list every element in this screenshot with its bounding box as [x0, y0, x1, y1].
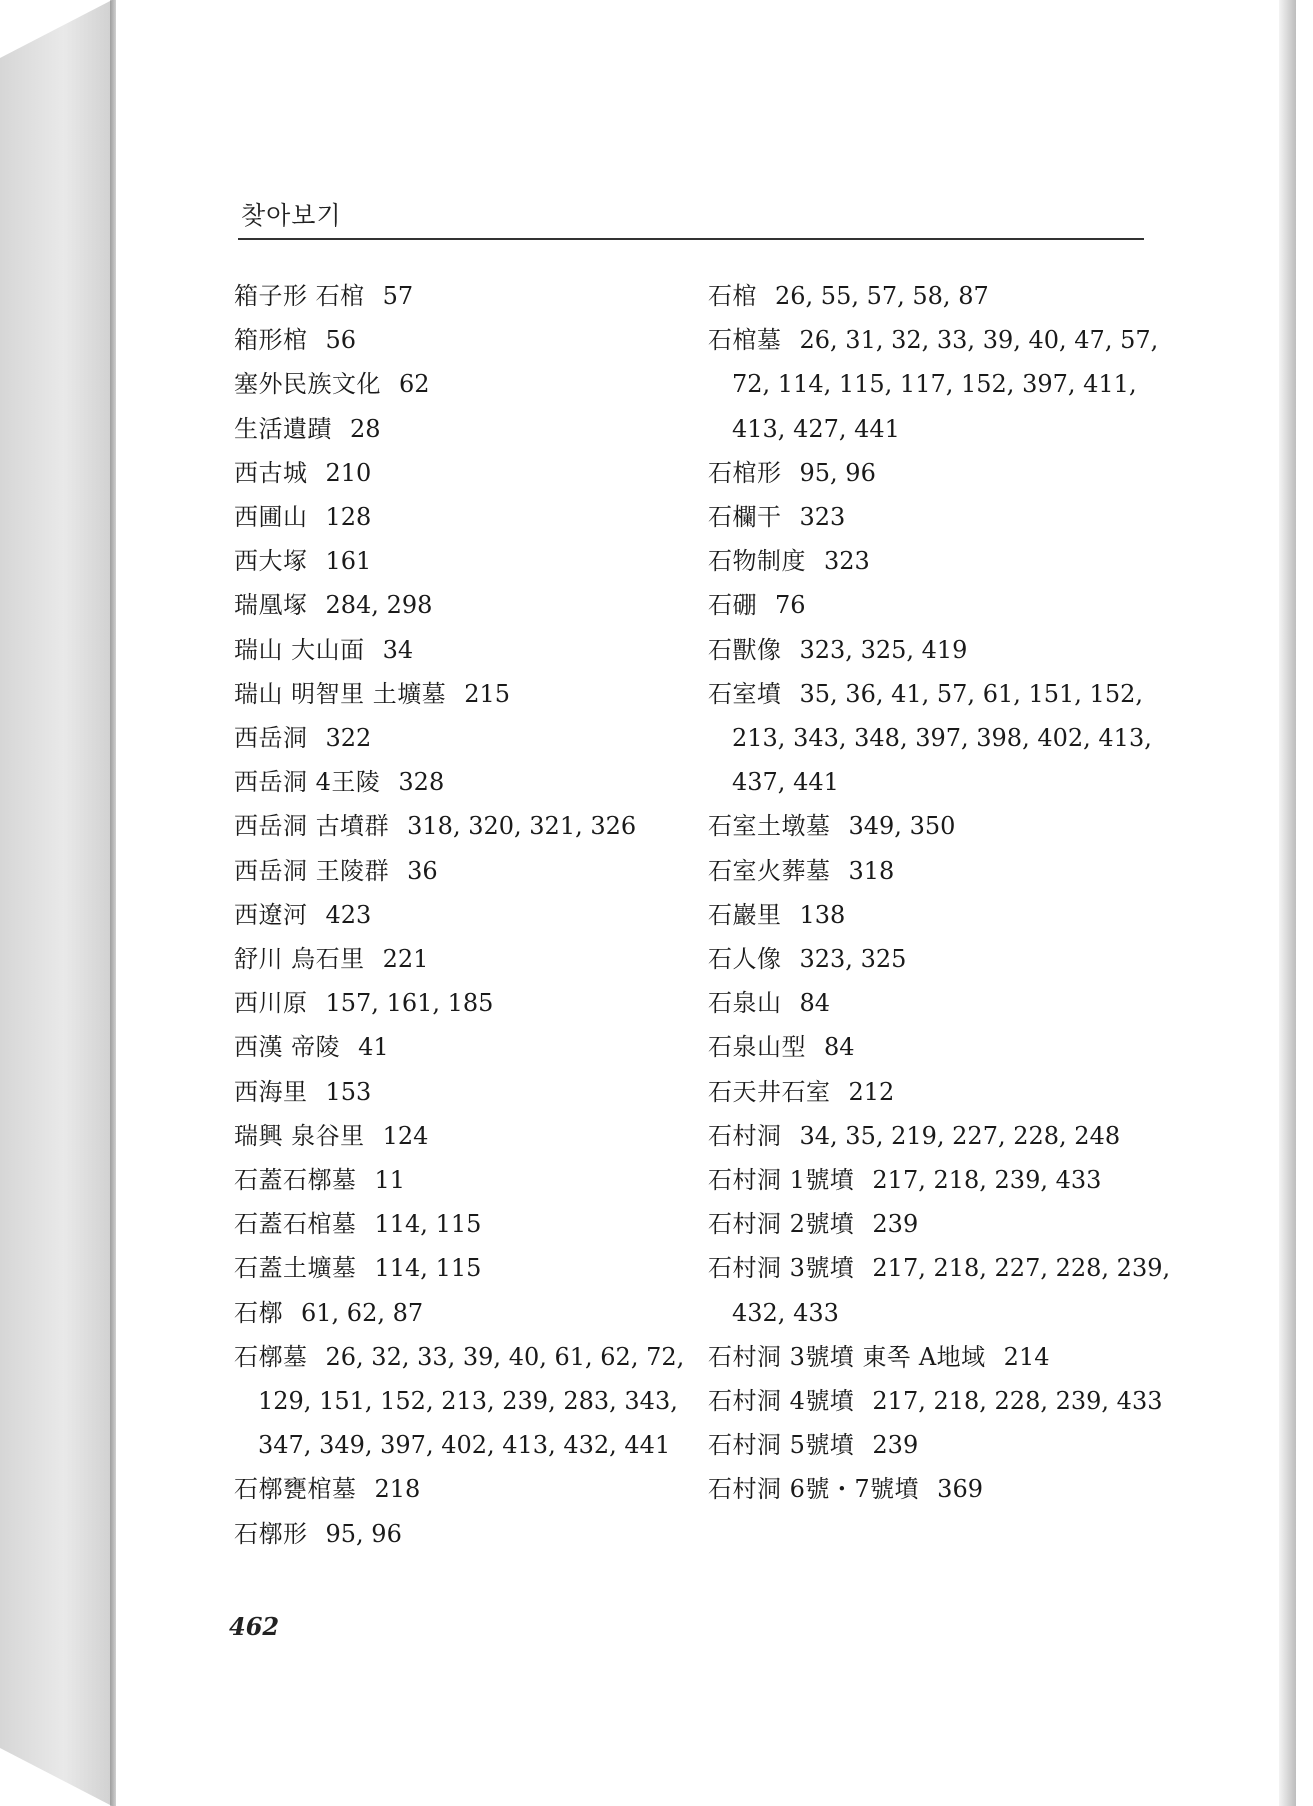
index-entry	[708, 1025, 1178, 1069]
index-page-refs: 284, 298	[325, 591, 433, 620]
index-entry	[234, 1158, 704, 1202]
index-entry	[234, 1291, 704, 1335]
index-entry	[708, 804, 1178, 848]
index-term: 石蓋石槨墓	[234, 1166, 357, 1195]
index-page-refs: 215	[464, 679, 511, 708]
index-page-refs: 369	[937, 1475, 983, 1504]
index-term: 西岳洞 古墳群	[234, 812, 390, 841]
index-entry	[234, 1246, 704, 1290]
index-entry	[708, 981, 1178, 1025]
index-entry	[234, 1512, 704, 1556]
index-page-refs: 76	[775, 591, 806, 620]
index-term: 舒川 烏石里	[234, 945, 365, 974]
index-term: 石泉山	[708, 989, 782, 1018]
index-page-refs: 41	[358, 1033, 389, 1062]
index-term: 瑞凰塚	[234, 591, 308, 620]
index-page-refs: 210	[325, 458, 372, 487]
index-entry	[234, 583, 704, 627]
index-page-refs: 153	[325, 1077, 372, 1106]
index-entry	[708, 1158, 1178, 1202]
index-page-refs: 349, 350	[848, 812, 956, 841]
index-entry	[708, 274, 1178, 318]
index-page-refs: 56	[325, 326, 357, 355]
index-page-refs: 114, 115	[374, 1254, 482, 1283]
index-page-refs: 28	[350, 414, 381, 443]
index-term: 箱形棺	[234, 326, 308, 355]
index-entry	[708, 893, 1178, 937]
index-entry	[234, 539, 704, 583]
index-page-refs: 34, 35, 219, 227, 228, 248	[799, 1121, 1121, 1150]
index-page-refs: 114, 115	[374, 1210, 482, 1239]
index-page-refs: 95, 96	[799, 458, 876, 487]
index-term: 箱子形 石棺	[234, 282, 365, 310]
index-entry	[234, 1114, 704, 1158]
index-page-refs: 218	[374, 1475, 421, 1504]
index-page-refs: 84	[824, 1033, 855, 1062]
index-term: 石村洞 3號墳 東쪽 A地域	[708, 1342, 986, 1371]
index-term: 西川原	[234, 989, 308, 1018]
index-entry	[234, 495, 704, 539]
index-term: 西岳洞 王陵群	[234, 856, 390, 885]
index-entry	[234, 1335, 704, 1468]
index-term: 西岳洞	[234, 724, 308, 753]
index-page-refs: 217, 218, 239, 433	[872, 1166, 1102, 1195]
index-term: 石村洞 6號・7號墳	[708, 1475, 920, 1504]
index-entry	[234, 407, 704, 451]
index-page-refs: 322	[325, 724, 372, 753]
index-entry	[234, 1467, 704, 1511]
index-entry	[234, 318, 704, 362]
index-column-left	[234, 274, 704, 1556]
index-page-refs: 323	[824, 547, 870, 576]
index-term: 石硼	[708, 591, 757, 620]
index-entry	[708, 1335, 1178, 1379]
index-term: 石棺形	[708, 458, 782, 487]
index-term: 石棺墓	[708, 326, 782, 355]
index-page-refs: 221	[382, 945, 429, 974]
index-page-refs: 328	[398, 768, 445, 797]
index-term: 石室火葬墓	[708, 856, 831, 885]
index-term: 西圃山	[234, 503, 308, 532]
book-edge	[0, 0, 116, 1806]
index-entry	[708, 539, 1178, 583]
index-term: 西遼河	[234, 900, 308, 929]
index-term: 石巖里	[708, 900, 782, 929]
index-term: 石天井石室	[708, 1077, 831, 1106]
index-term: 石槨甕棺墓	[234, 1475, 357, 1504]
page-edge-shadow	[1279, 0, 1296, 1806]
index-term: 石人像	[708, 945, 782, 974]
index-entry	[708, 583, 1178, 627]
index-column-right	[708, 274, 1178, 1512]
index-page-refs: 62	[399, 370, 430, 399]
index-term: 石蓋石棺墓	[234, 1210, 357, 1239]
index-entry	[234, 274, 704, 318]
index-page-refs: 323, 325, 419	[799, 635, 968, 664]
index-page-refs: 212	[848, 1077, 895, 1106]
index-entry	[234, 849, 704, 893]
index-entry	[708, 628, 1178, 672]
index-term: 石蓋土壙墓	[234, 1254, 357, 1283]
index-term: 石村洞 1號墳	[708, 1166, 855, 1195]
index-entry	[234, 1025, 704, 1069]
index-page-refs: 61, 62, 87	[301, 1298, 424, 1327]
page-number: 462	[229, 1612, 280, 1641]
index-page-refs: 57	[382, 282, 414, 310]
index-entry	[708, 937, 1178, 981]
index-entry	[234, 1202, 704, 1246]
index-term: 石物制度	[708, 547, 806, 576]
index-page-refs: 318	[848, 856, 895, 885]
index-term: 石槨	[234, 1298, 283, 1327]
index-term: 瑞山 明智里 土壙墓	[234, 679, 447, 708]
index-page-refs: 26, 31, 32, 33, 39, 40, 47, 57, 72, 114, 115, 117, 152, 397, 411, 413, 427, 441	[732, 326, 1159, 443]
index-page-refs: 217, 218, 228, 239, 433	[872, 1387, 1163, 1416]
index-entry	[708, 849, 1178, 893]
index-page-refs: 124	[382, 1121, 429, 1150]
index-entry	[234, 804, 704, 848]
header-rule	[238, 238, 1144, 240]
index-term: 石獸像	[708, 635, 782, 664]
index-page-refs: 157, 161, 185	[325, 989, 494, 1018]
index-page-refs: 95, 96	[325, 1519, 402, 1548]
index-term: 西岳洞 4王陵	[234, 768, 381, 797]
index-page-refs: 138	[799, 900, 846, 929]
index-entry	[234, 893, 704, 937]
index-page-refs: 26, 55, 57, 58, 87	[775, 282, 989, 310]
index-entry	[234, 760, 704, 804]
index-page-refs: 214	[1003, 1342, 1050, 1371]
index-term: 石泉山型	[708, 1033, 806, 1062]
index-term: 石室墳	[708, 679, 782, 708]
index-term: 石槨墓	[234, 1342, 308, 1371]
index-entry	[708, 1467, 1178, 1511]
index-entry	[708, 1423, 1178, 1467]
index-entry	[234, 672, 704, 716]
index-term: 石棺	[708, 282, 757, 310]
index-page-refs: 323	[799, 503, 846, 532]
index-page-refs: 35, 36, 41, 57, 61, 151, 152, 213, 343, 348, 397, 398, 402, 413, 437, 441	[732, 679, 1152, 797]
index-entry	[234, 362, 704, 406]
index-entry	[234, 937, 704, 981]
index-term: 瑞山 大山面	[234, 635, 365, 664]
index-term: 西古城	[234, 458, 308, 487]
index-page-refs: 26, 32, 33, 39, 40, 61, 62, 72, 129, 151, 152, 213, 239, 283, 343, 347, 349, 397, 402, 413, 432, 441	[258, 1342, 685, 1460]
index-page-refs: 36	[407, 856, 438, 885]
index-term: 瑞興 泉谷里	[234, 1121, 365, 1150]
index-term: 石村洞 5號墳	[708, 1431, 855, 1460]
index-page-refs: 318, 320, 321, 326	[407, 812, 637, 841]
index-entry	[708, 1114, 1178, 1158]
index-term: 西海里	[234, 1077, 308, 1106]
index-term: 塞外民族文化	[234, 370, 381, 399]
index-page-refs: 161	[325, 547, 372, 576]
index-term: 石村洞	[708, 1121, 782, 1150]
index-entry	[708, 1379, 1178, 1423]
index-page-refs: 423	[325, 900, 372, 929]
index-term: 石村洞 4號墳	[708, 1387, 855, 1416]
index-entry	[234, 451, 704, 495]
index-page-refs: 128	[325, 503, 372, 532]
index-entry	[234, 981, 704, 1025]
index-page-refs: 239	[872, 1431, 919, 1460]
index-entry	[234, 716, 704, 760]
index-entry	[708, 672, 1178, 805]
index-entry	[708, 451, 1178, 495]
index-term: 生活遺蹟	[234, 414, 332, 443]
index-entry	[234, 1070, 704, 1114]
index-page-refs: 217, 218, 227, 228, 239, 432, 433	[732, 1254, 1171, 1327]
index-page-refs: 84	[799, 989, 831, 1018]
running-head: 찾아보기	[241, 201, 342, 230]
index-term: 石村洞 3號墳	[708, 1254, 855, 1283]
index-term: 石欄干	[708, 503, 782, 532]
index-term: 西大塚	[234, 547, 308, 576]
index-page-refs: 323, 325	[799, 945, 907, 974]
index-term: 石室土墩墓	[708, 812, 831, 841]
index-term: 石槨形	[234, 1519, 308, 1548]
index-entry	[708, 1070, 1178, 1114]
index-page-refs: 34	[382, 635, 414, 664]
index-entry	[708, 318, 1178, 451]
index-term: 石村洞 2號墳	[708, 1210, 855, 1239]
index-page-refs: 239	[872, 1210, 919, 1239]
index-entry	[708, 1202, 1178, 1246]
index-entry	[708, 1246, 1178, 1334]
index-entry	[708, 495, 1178, 539]
index-term: 西漢 帝陵	[234, 1033, 341, 1062]
index-page	[116, 0, 1296, 1806]
index-page-refs: 11	[374, 1166, 406, 1195]
index-entry	[234, 628, 704, 672]
